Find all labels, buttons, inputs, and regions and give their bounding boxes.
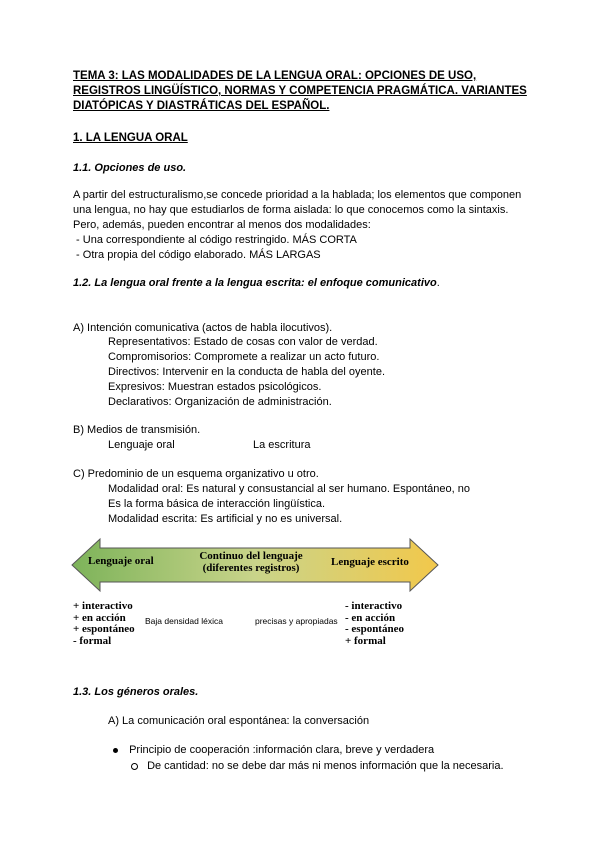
opciones-paragraph: [73, 188, 521, 263]
list-item: Declarativos: Organización de administración.: [108, 396, 332, 408]
continuo-line-1: Continuo del lenguaje: [199, 550, 303, 562]
heading-period: .: [436, 277, 440, 289]
written-features-list: [345, 601, 404, 647]
note-densidad: Baja densidad léxica: [145, 616, 223, 626]
paragraph-line: Pero, además, pueden encontrar al menos dos modalidades:: [73, 219, 371, 231]
paragraph-line: Modalidad escrita: Es artificial y no es universal.: [108, 513, 343, 525]
list-item: Expresivos: Muestran estados psicológicos.: [108, 381, 322, 393]
paragraph-line: A partir del estructuralismo,se concede prioridad a la hablada; los elementos que componen: [73, 189, 522, 201]
arrow-label-continuo: [186, 550, 316, 574]
actos-habla-list: [108, 335, 385, 410]
paragraph-line: - Otra propia del código elaborado. MÁS LARGAS: [73, 249, 321, 261]
paragraph-line: una lengua, no hay que estudiarlos de forma aislada: lo que conocemos como la sintaxis.: [73, 204, 509, 216]
predominio-title: C) Predominio de un esquema organizativo u otro.: [73, 468, 319, 480]
bullet-dot-icon: [113, 748, 118, 753]
feature-item: + interactivo: [73, 600, 133, 612]
paragraph-line: - Una correspondiente al código restringido. MÁS CORTA: [73, 234, 357, 246]
feature-item: + espontáneo: [73, 623, 135, 635]
subsection-heading-generos: 1.3. Los géneros orales.: [73, 686, 199, 698]
subsection-heading-opciones: 1.1. Opciones de uso.: [73, 162, 187, 174]
feature-item: + en acción: [73, 611, 126, 624]
bullet-text: Principio de cooperación :información clara, breve y verdadera: [129, 744, 435, 756]
paragraph-line: Modalidad oral: Es natural y consustancial al ser humano. Espontáneo, no: [108, 483, 470, 495]
medios-title: B) Medios de transmisión.: [73, 424, 201, 436]
section-heading-lengua-oral: 1. LA LENGUA ORAL: [73, 132, 188, 144]
sub-bullet-cantidad: [131, 759, 504, 774]
feature-item: - espontáneo: [345, 623, 404, 635]
bullet-cooperacion: [113, 743, 434, 758]
medios-escritura: La escritura: [253, 439, 311, 451]
sub-bullet-text: De cantidad: no se debe dar más ni menos información que la necesaria.: [147, 760, 504, 772]
bullet-circle-icon: [131, 763, 138, 770]
arrow-label-oral: Lenguaje oral: [88, 555, 154, 567]
predominio-lines: [108, 482, 470, 527]
feature-item: - interactivo: [345, 600, 403, 612]
oral-features-list: [73, 601, 135, 647]
medios-oral: Lenguaje oral: [108, 439, 175, 451]
intencion-title: A) Intención comunicativa (actos de habla ilocutivos).: [73, 322, 333, 334]
feature-item: + formal: [345, 634, 386, 647]
feature-item: - formal: [73, 634, 112, 647]
arrow-label-escrito: Lenguaje escrito: [331, 556, 409, 568]
document-title: TEMA 3: LAS MODALIDADES DE LA LENGUA ORAL: OPCIONES DE USO, REGISTROS LINGÜÍSTICO, NORMAS Y COMPETENCIA PRAGMÁTICA. VARIANTES DIATÓPICAS Y DIASTRÁTICAS DEL ESPAÑOL.: [73, 70, 527, 112]
feature-item: - en acción: [345, 611, 396, 624]
subsection-heading-comunicativo: [73, 277, 440, 289]
continuo-line-2: (diferentes registros): [202, 562, 300, 574]
conversacion-title: A) La comunicación oral espontánea: la conversación: [108, 715, 370, 727]
paragraph-line: Es la forma básica de interacción lingüística.: [108, 498, 326, 510]
list-item: Compromisorios: Compromete a realizar un acto futuro.: [108, 351, 380, 363]
list-item: Directivos: Intervenir en la conducta de habla del oyente.: [108, 366, 385, 378]
list-item: Representativos: Estado de cosas con valor de verdad.: [108, 336, 378, 348]
note-precisas: precisas y apropiadas: [255, 616, 338, 626]
heading-text: 1.2. La lengua oral frente a la lengua escrita: el enfoque comunicativo: [73, 277, 437, 289]
